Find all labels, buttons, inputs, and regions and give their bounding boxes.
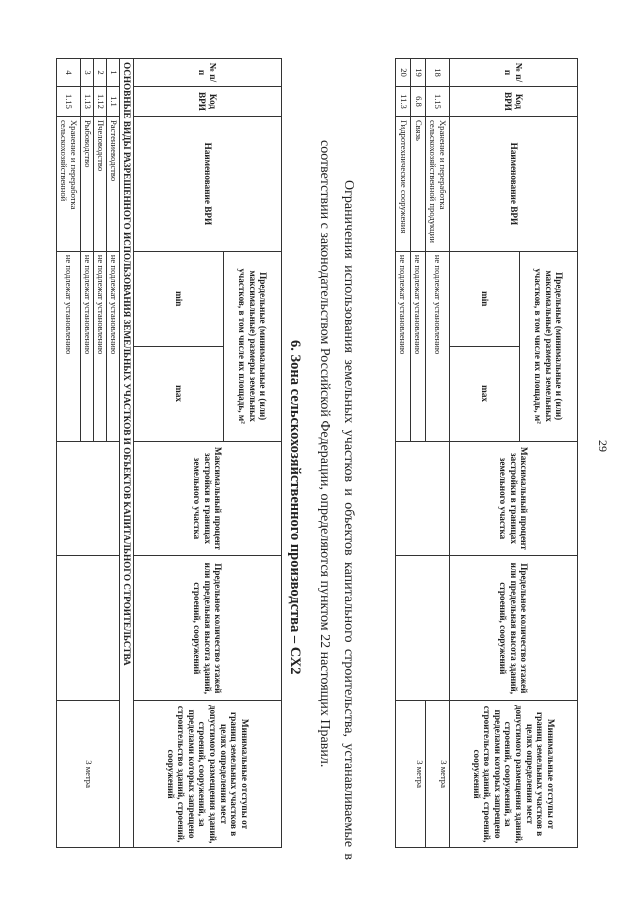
header-max: max [134,346,224,441]
header-percent: Максимальный процент застройки в границах земельного участка [450,441,578,556]
header-offsets: Минимальные отступы от границ земельных участков в целях определения мест допустимого размещения зданий, строений, сооружений, за пределами которых запрещено строительство зданий, строений, сооружений [450,701,578,848]
header-offsets: Минимальные отступы от границ земельных участков в целях определения мест допустимого размещения зданий, строений, сооружений, за пределами которых запрещено строительство зданий, строений, сооружений [134,701,282,848]
cell-name: Пчеловодство [94,116,107,251]
header-percent: Максимальный процент застройки в границах земельного участка [134,441,282,556]
header-name: Наименование ВРИ [134,116,282,251]
cell-name: Растениеводство [107,116,120,251]
header-floors: Предельное количество этажей или предельная высота зданий, строений, сооружений [450,556,578,701]
cell-percent [396,441,450,556]
table-bottom [56,58,282,848]
cell-code: 1.15 [426,86,450,116]
header-num: № п/п [134,59,282,87]
header-floors: Предельное количество этажей или предельная высота зданий, строений, сооружений [134,556,282,701]
cell-offset: 3 метра [57,701,120,848]
header-min: min [134,251,224,346]
size-text-18: не подлежат установлению [425,252,449,441]
cell-floors [396,556,450,701]
page-number: 29 [596,440,610,452]
cell-name: Связь [411,116,426,251]
cell-num: 4 [57,59,81,87]
cell-size: не подлежат установлению [81,251,94,441]
cell-num: 20 [396,59,411,87]
restrictions-paragraph: Ограничения использования земельных участков и объектов капитального строительства, устанавливаемые в соответствии с законодательством Российской Федерации, определяются пунктом 22 настоящих Правил. [317,140,356,860]
header-size: Предельные (минимальные и (или) максимальные) размеры земельных участков, в том числе их площадь, м² [520,251,578,441]
cell-size [396,251,450,441]
section-title: ОСНОВНЫЕ ВИДЫ РАЗРЕШЕННОГО ИСПОЛЬЗОВАНИЯ ЗЕМЕЛЬНЫХ УЧАСТКОВ И ОБЪЕКТОВ КАПИТАЛЬНОГО СТРОИТЕЛЬСТВА [120,59,134,848]
cell-code: 6.8 [411,86,426,116]
header-size: Предельные (минимальные и (или) максимальные) размеры земельных участков, в том числе их площадь, м² [224,251,282,441]
cell-num: 18 [426,59,450,87]
cell-num: 1 [107,59,120,87]
header-code: Код ВРИ [450,86,578,116]
cell-name: Хранение и переработка сельскохозяйственной продукции [426,116,450,251]
zone-title: 6. Зона сельскохозяйственного производства – СХ2 [287,340,303,675]
header-num: № п/п [450,59,578,87]
cell-name: Хранение и переработка сельскохозяйственной [57,116,81,251]
cell-size: не подлежат установлению [94,251,107,441]
header-max: max [450,346,520,441]
cell-code: 1.1 [107,86,120,116]
size-text-19: не подлежат установлению [410,252,425,441]
cell-code: 1.13 [81,86,94,116]
table-row [107,59,120,848]
header-code: Код ВРИ [134,86,282,116]
cell-floors [57,556,120,701]
header-name: Наименование ВРИ [450,116,578,251]
cell-code: 11.3 [396,86,411,116]
cell-size: не подлежат установлению [107,251,120,441]
cell-num: 3 [81,59,94,87]
cell-name: Рыбоводство [81,116,94,251]
table-top [395,58,578,848]
cell-offset: 3 метра [396,701,426,848]
header-min: min [450,251,520,346]
cell-name: Гидротехнические сооружения [396,116,411,251]
size-text-20: не подлежат установлению [398,254,408,355]
table-row [426,59,450,848]
cell-code: 1.12 [94,86,107,116]
cell-num: 19 [411,59,426,87]
cell-offset: 3 метра [426,701,450,848]
cell-percent [57,441,120,556]
cell-size: не подлежат установлению [57,251,81,441]
cell-num: 2 [94,59,107,87]
cell-code: 1.15 [57,86,81,116]
